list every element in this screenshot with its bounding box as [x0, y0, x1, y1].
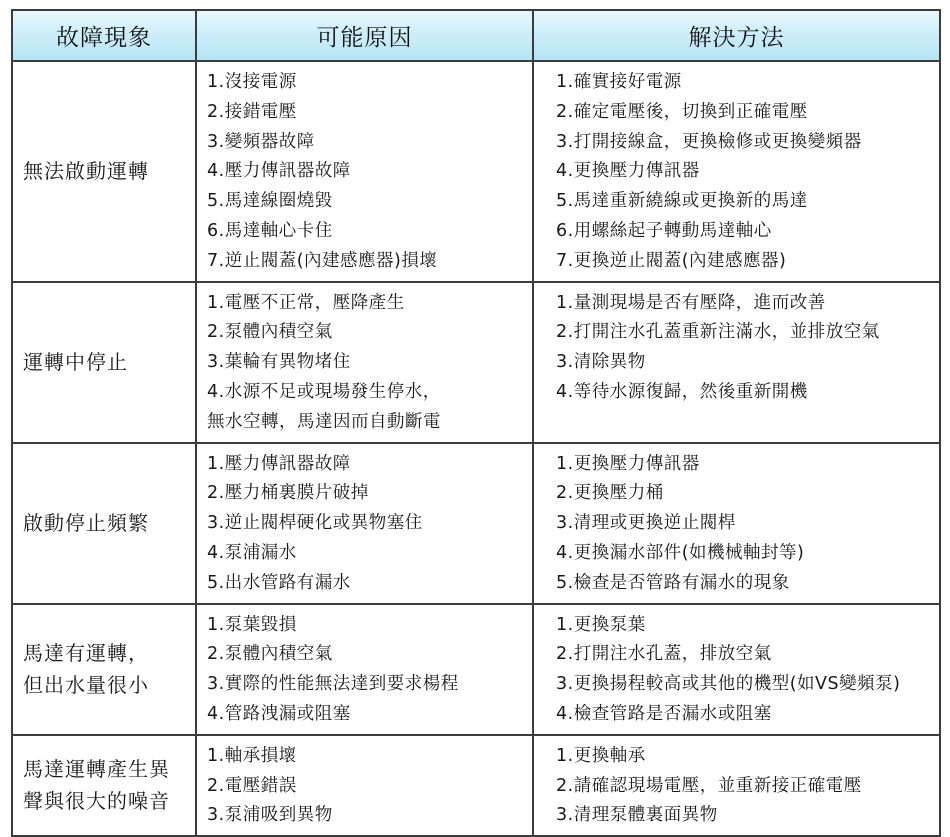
table-row — [12, 735, 940, 836]
table-row — [12, 443, 940, 604]
fault-text: 聲與很大的噪音 — [23, 789, 170, 814]
cause-item: 3.變頻器故障 — [207, 131, 315, 152]
solution-cell — [533, 282, 940, 443]
solution-item: 1.更換泵葉 — [556, 614, 646, 635]
cause-item: 3.逆止閥桿硬化或異物塞住 — [207, 513, 423, 534]
cause-item: 3.葉輪有異物堵住 — [207, 352, 351, 373]
cause-item: 2.泵體內積空氣 — [207, 644, 333, 665]
cause-item: 1.泵葉毀損 — [207, 614, 297, 635]
cause-cell — [196, 735, 533, 836]
troubleshooting-table-container — [11, 9, 939, 837]
fault-text: 無法啟動運轉 — [23, 159, 149, 184]
table-row — [12, 282, 940, 443]
cause-item: 2.泵體內積空氣 — [207, 322, 333, 343]
solution-cell — [533, 443, 940, 604]
solution-item: 1.量測現場是否有壓降，進而改善 — [556, 292, 826, 313]
solution-item: 2.更換壓力桶 — [556, 483, 664, 504]
solution-item: 1.更換軸承 — [556, 745, 646, 766]
solution-item: 6.用螺絲起子轉動馬達軸心 — [556, 220, 772, 241]
solution-item: 1.更換壓力傳訊器 — [556, 453, 700, 474]
fault-text: 啟動停止頻繁 — [23, 511, 149, 536]
solution-item: 4.更換漏水部件(如機械軸封等) — [556, 542, 805, 563]
solution-item: 4.等待水源復歸，然後重新開機 — [556, 381, 808, 402]
header-fault: 故障現象 — [12, 10, 196, 61]
solution-cell — [533, 604, 940, 735]
table-row — [12, 61, 940, 282]
solution-item: 2.打開注水孔蓋重新注滿水，並排放空氣 — [556, 322, 880, 343]
cause-item: 7.逆止閥蓋(內建感應器)損壞 — [207, 250, 438, 271]
cause-item: 2.壓力桶裏膜片破掉 — [207, 483, 369, 504]
cause-item: 3.實際的性能無法達到要求楊程 — [207, 674, 459, 695]
cause-item: 4.水源不足或現場發生停水， — [207, 381, 441, 402]
fault-cell — [12, 604, 196, 735]
cause-item: 4.管路洩漏或阻塞 — [207, 703, 351, 724]
solution-item: 3.清理泵體裏面異物 — [556, 805, 718, 826]
cause-item: 1.軸承損壞 — [207, 745, 297, 766]
solution-item: 3.打開接線盒，更換檢修或更換變頻器 — [556, 131, 862, 152]
cause-item: 5.出水管路有漏水 — [207, 572, 351, 593]
cause-item: 1.電壓不正常，壓降產生 — [207, 292, 405, 313]
solution-item: 5.檢查是否管路有漏水的現象 — [556, 572, 790, 593]
solution-item: 2.打開注水孔蓋，排放空氣 — [556, 644, 772, 665]
troubleshooting-table — [11, 9, 941, 837]
solution-item: 5.馬達重新繞線或更換新的馬達 — [556, 191, 808, 212]
fault-text: 馬達運轉產生異 — [23, 757, 170, 782]
cause-cell — [196, 61, 533, 282]
fault-text: 運轉中停止 — [23, 350, 128, 375]
solution-item: 3.更換揚程較高或其他的機型(如VS變頻泵) — [556, 674, 901, 695]
solution-item: 7.更換逆止閥蓋(內建感應器) — [556, 250, 787, 271]
solution-item: 4.更換壓力傳訊器 — [556, 161, 700, 182]
fault-cell — [12, 61, 196, 282]
solution-item: 3.清理或更換逆止閥桿 — [556, 513, 736, 534]
solution-item: 1.確實接好電源 — [556, 72, 682, 92]
solution-cell — [533, 735, 940, 836]
cause-item: 2.電壓錯誤 — [207, 775, 297, 796]
header-solution: 解決方法 — [533, 10, 940, 61]
cause-item: 5.馬達線圈燒毀 — [207, 191, 333, 212]
cause-item: 1.壓力傳訊器故障 — [207, 453, 351, 474]
cause-item: 4.泵浦漏水 — [207, 542, 297, 563]
header-row — [12, 10, 940, 61]
cause-cell — [196, 604, 533, 735]
fault-text: 馬達有運轉， — [23, 641, 149, 666]
fault-cell — [12, 735, 196, 836]
cause-item: 1.沒接電源 — [207, 72, 297, 92]
cause-item: 2.接錯電壓 — [207, 101, 297, 122]
fault-cell — [12, 443, 196, 604]
cause-cell — [196, 282, 533, 443]
header-cause: 可能原因 — [196, 10, 533, 61]
solution-item: 3.清除異物 — [556, 352, 646, 373]
cause-item: 4.壓力傳訊器故障 — [207, 161, 351, 182]
cause-item: 無水空轉，馬達因而自動斷電 — [207, 411, 441, 432]
solution-item: 4.檢查管路是否漏水或阻塞 — [556, 703, 772, 724]
solution-item: 2.確定電壓後，切換到正確電壓 — [556, 101, 808, 122]
solution-item: 2.請確認現場電壓，並重新接正確電壓 — [556, 775, 862, 796]
cause-item: 3.泵浦吸到異物 — [207, 805, 333, 826]
cause-item: 6.馬達軸心卡住 — [207, 220, 333, 241]
solution-cell — [533, 61, 940, 282]
fault-cell — [12, 282, 196, 443]
cause-cell — [196, 443, 533, 604]
fault-text: 但出水量很小 — [23, 673, 149, 698]
table-row — [12, 604, 940, 735]
